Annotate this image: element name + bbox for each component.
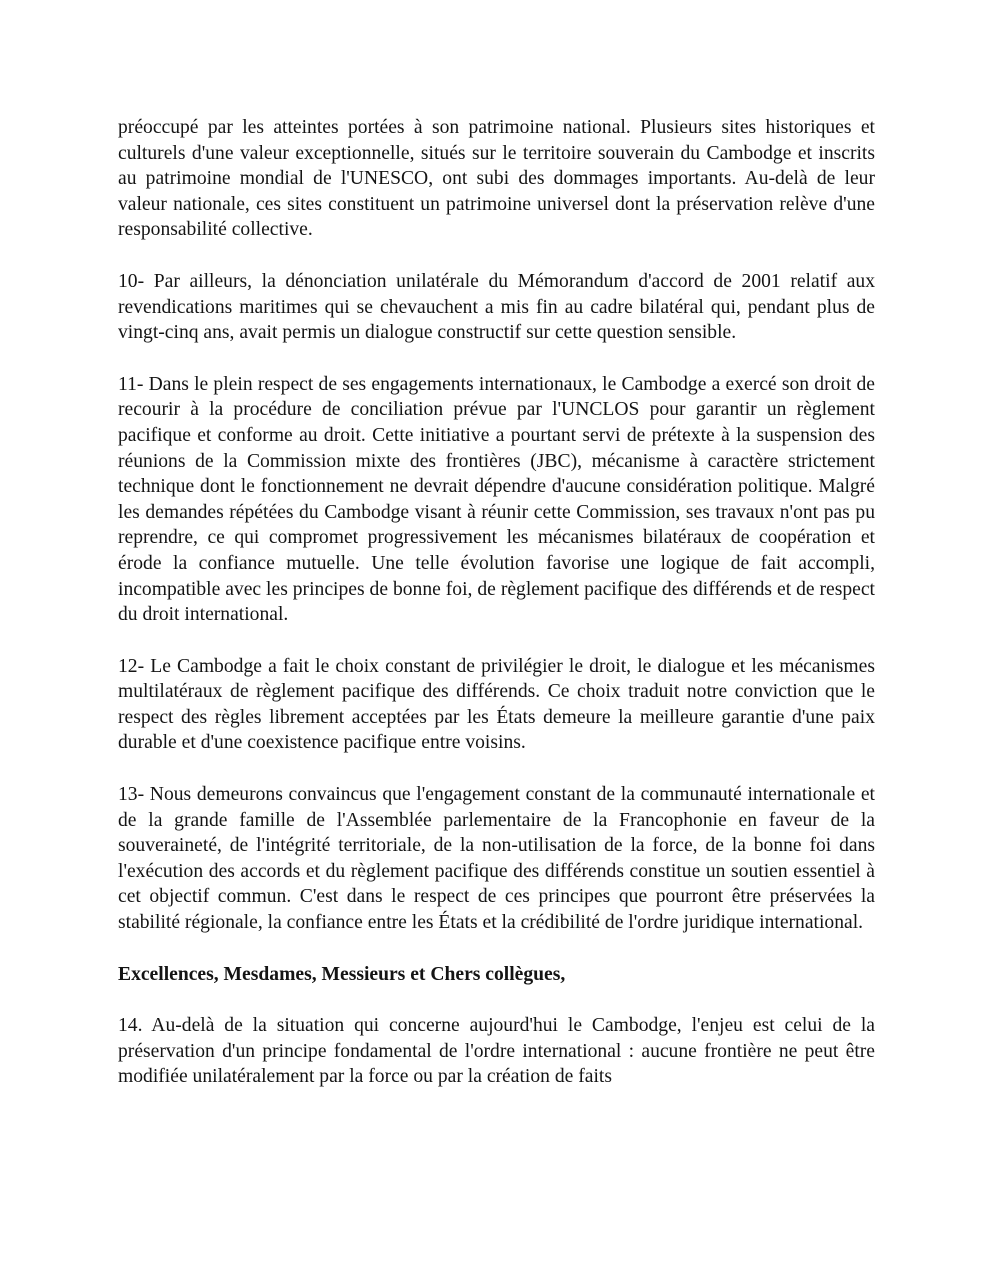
paragraph-10: 10- Par ailleurs, la dénonciation unilatérale du Mémorandum d'accord de 2001 relatif aux revendications maritimes qui se chevauchent a mis fin au cadre bilatéral qui, pendant plus de vingt-cinq ans, avait permis un dialogue constructif sur cette question sensible. (118, 270, 875, 344)
paragraph-11: 11- Dans le plein respect de ses engagements internationaux, le Cambodge a exercé son droit de recourir à la procédure de conciliation prévue par l'UNCLOS pour garantir un règlement pacifique et conforme au droit. Cette initiative a pourtant servi de prétexte à la suspension des réunions de la Commission mixte des frontières (JBC), mécanisme à caractère strictement technique dont le fonctionnement ne devrait dépendre d'aucune considération politique. Malgré les demandes répétées du Cambodge visant à réunir cette Commission, ses travaux n'ont pas pu reprendre, ce qui compromet progressivement les mécanismes bilatéraux de coopération et érode la confiance mutuelle. Une telle évolution favorise une logique de fait accompli, incompatible avec les principes de bonne foi, de règlement pacifique des différends et de respect du droit international. (118, 373, 875, 626)
paragraph-12: 12- Le Cambodge a fait le choix constant de privilégier le droit, le dialogue et les mécanismes multilatéraux de règlement pacifique des différends. Ce choix traduit notre conviction que le respect des règles librement acceptées par les États demeure la meilleure garantie d'une paix durable et d'une coexistence pacifique entre voisins. (118, 655, 875, 754)
document-page (118, 115, 875, 1090)
salutation-heading: Excellences, Mesdames, Messieurs et Chers collègues, (118, 963, 566, 985)
paragraph-13: 13- Nous demeurons convaincus que l'engagement constant de la communauté internationale et de la grande famille de l'Assemblée parlementaire de la Francophonie en faveur de la souveraineté, de l'intégrité territoriale, de la non-utilisation de la force, de la bonne foi dans l'exécution des accords et du règlement pacifique des différends constitue un soutien essentiel à cet objectif commun. C'est dans le respect de ces principes que pourront être préservées la stabilité régionale, la confiance entre les États et la crédibilité de l'ordre juridique international. (118, 784, 875, 934)
paragraph-14: 14. Au-delà de la situation qui concerne aujourd'hui le Cambodge, l'enjeu est celui de la préservation d'un principe fondamental de l'ordre international : aucune frontière ne peut être modifiée unilatéralement par la force ou par la création de faits (118, 1015, 875, 1088)
paragraph-heritage: préoccupé par les atteintes portées à son patrimoine national. Plusieurs sites historiques et culturels d'une valeur exceptionnelle, situés sur le territoire souverain du Cambodge et inscrits au patrimoine mondial de l'UNESCO, ont subi des dommages importants. Au-delà de leur valeur nationale, ces sites constituent un patrimoine universel dont la préservation relève d'une responsabilité collective. (118, 117, 875, 241)
